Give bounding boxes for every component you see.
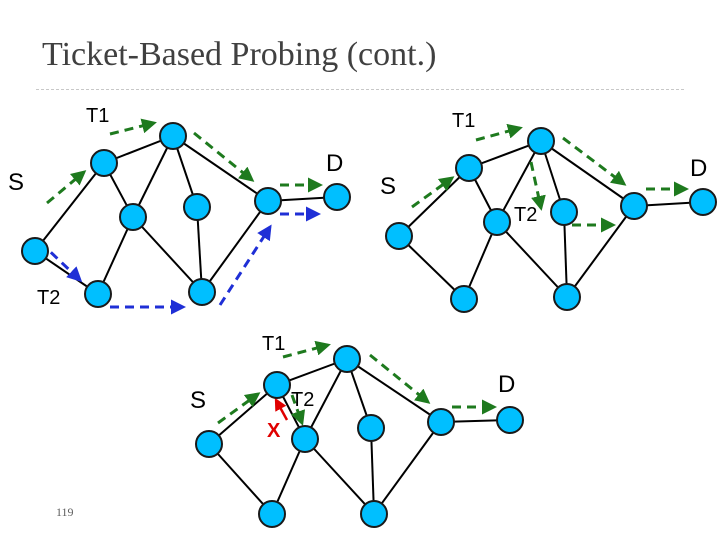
diagram-2-destination-label: D: [690, 155, 708, 182]
node: [484, 209, 510, 235]
node: [259, 501, 285, 527]
node: [451, 286, 477, 312]
node: [85, 281, 111, 307]
diagram-3-t1-label: T1: [262, 333, 286, 355]
node-destination: [497, 407, 523, 433]
node: [456, 155, 482, 181]
diagram-1-t2-label: T2: [37, 287, 61, 309]
node-source: [22, 238, 48, 264]
diagram-1-t2-ticket-path: [40, 214, 318, 307]
diagram-1: [8, 105, 350, 309]
node: [428, 409, 454, 435]
node-destination: [690, 189, 716, 215]
diagram-3-failure-mark: X: [267, 420, 281, 442]
diagram-2-source-label: S: [380, 173, 397, 200]
node-source: [196, 431, 222, 457]
diagram-2-t2-label: T2: [514, 204, 538, 226]
node-source: [386, 223, 412, 249]
node: [255, 188, 281, 214]
node: [551, 199, 577, 225]
diagram-2: [380, 110, 716, 312]
diagram-2-edges: [399, 141, 703, 299]
diagram-3-nodes: [196, 346, 523, 527]
diagram-3-destination-label: D: [498, 371, 516, 398]
node: [120, 204, 146, 230]
diagram-3-edges: [209, 359, 510, 514]
node: [189, 279, 215, 305]
diagram-2-t1-label: T1: [452, 110, 476, 132]
node: [292, 426, 318, 452]
node: [358, 415, 384, 441]
node: [621, 193, 647, 219]
diagram-1-t1-label: T1: [86, 105, 110, 127]
node: [160, 123, 186, 149]
node: [528, 128, 554, 154]
node: [334, 346, 360, 372]
diagram-3-t2-label: T2: [291, 389, 315, 411]
diagram-1-source-label: S: [8, 169, 25, 196]
node: [184, 194, 210, 220]
page-number: 119: [56, 505, 74, 519]
node: [91, 150, 117, 176]
node: [554, 284, 580, 310]
diagram-1-destination-label: D: [326, 150, 344, 177]
node-destination: [324, 184, 350, 210]
diagram-3-source-label: S: [190, 387, 207, 414]
node: [264, 372, 290, 398]
diagram-3: [190, 333, 523, 527]
diagram-2-nodes: [386, 128, 716, 312]
slide-title: Ticket-Based Probing (cont.): [42, 36, 437, 73]
node: [361, 501, 387, 527]
